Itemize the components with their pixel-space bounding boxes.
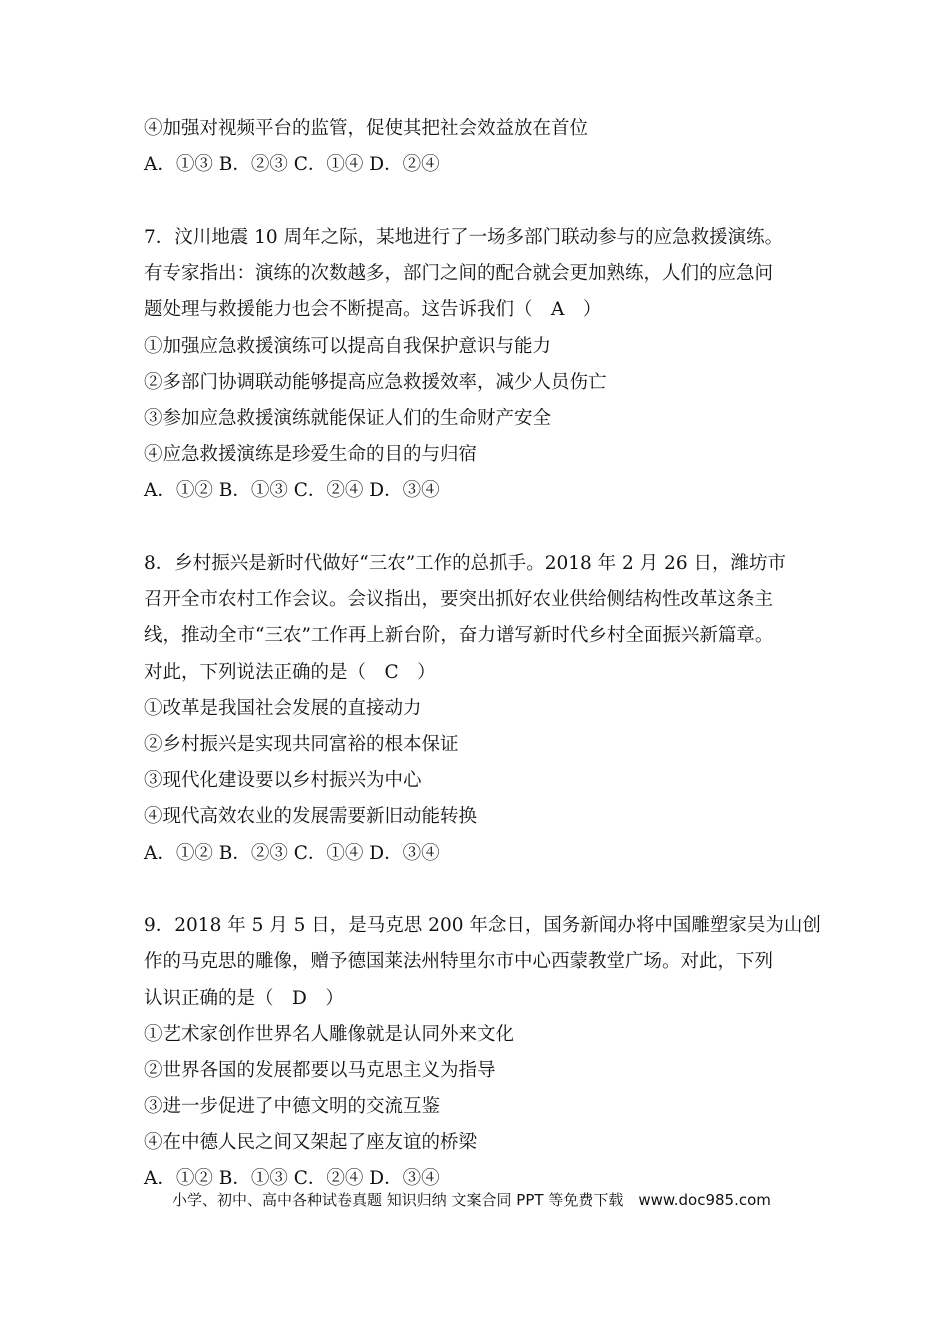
q9-stem-line-1: 9．2018 年 5 月 5 日，是马克思 200 年念日，国务新闻办将中国雕塑家吴为山创 xyxy=(144,915,821,936)
q9-choices: A．①② B．①③ C．②④ D．③④ xyxy=(144,1168,440,1189)
q8-stem-line-3: 线，推动全市“三农”工作再上新台阶，奋力谱写新时代乡村全面振兴新篇章。 xyxy=(144,625,774,646)
q9-option-3: ③进一步促进了中德文明的交流互鉴 xyxy=(144,1096,441,1117)
q8-option-4: ④现代高效农业的发展需要新旧动能转换 xyxy=(144,806,478,827)
q7-option-4: ④应急救援演练是珍爱生命的目的与归宿 xyxy=(144,444,478,465)
q8-stem-line-2: 召开全市农村工作会议。会议指出，要突出抓好农业供给侧结构性改革这条主 xyxy=(144,589,774,610)
q7-stem-line-3: 题处理与救援能力也会不断提高。这告诉我们（ A ） xyxy=(144,299,602,320)
q8-option-3: ③现代化建设要以乡村振兴为中心 xyxy=(144,770,422,791)
q8-stem-line-4: 对此，下列说法正确的是（ C ） xyxy=(144,662,436,683)
page-footer: 小学、初中、高中各种试卷真题 知识归纳 文案合同 PPT 等免费下载 www.doc985.com xyxy=(172,1191,771,1209)
q7-option-1: ①加强应急救援演练可以提高自我保护意识与能力 xyxy=(144,336,552,357)
q9-option-2: ②世界各国的发展都要以马克思主义为指导 xyxy=(144,1060,496,1081)
q7-choices: A．①② B．①③ C．②④ D．③④ xyxy=(144,480,440,501)
q8-option-2: ②乡村振兴是实现共同富裕的根本保证 xyxy=(144,734,459,755)
q8-stem-line-1: 8．乡村振兴是新时代做好“三农”工作的总抓手。2018 年 2 月 26 日，潍坊市 xyxy=(144,553,786,574)
q9-stem-line-3: 认识正确的是（ D ） xyxy=(144,988,344,1009)
q7-stem-line-1: 7．汶川地震 10 周年之际，某地进行了一场多部门联动参与的应急救援演练。 xyxy=(144,227,784,248)
q9-stem-line-2: 作的马克思的雕像，赠予德国莱法州特里尔市中心西蒙教堂广场。对此，下列 xyxy=(144,951,774,972)
q8-choices: A．①② B．②③ C．①④ D．③④ xyxy=(144,843,440,864)
q7-option-3: ③参加应急救援演练就能保证人们的生命财产安全 xyxy=(144,408,552,429)
prev-question-option-4: ④加强对视频平台的监管，促使其把社会效益放在首位 xyxy=(144,118,589,139)
prev-question-choices: A．①③ B．②③ C．①④ D．②④ xyxy=(144,154,440,175)
q7-option-2: ②多部门协调联动能够提高应急救援效率，减少人员伤亡 xyxy=(144,372,607,393)
q9-option-1: ①艺术家创作世界名人雕像就是认同外来文化 xyxy=(144,1024,515,1045)
q7-stem-line-2: 有专家指出：演练的次数越多，部门之间的配合就会更加熟练，人们的应急问 xyxy=(144,263,774,284)
q8-option-1: ①改革是我国社会发展的直接动力 xyxy=(144,698,422,719)
q9-option-4: ④在中德人民之间又架起了座友谊的桥梁 xyxy=(144,1132,478,1153)
